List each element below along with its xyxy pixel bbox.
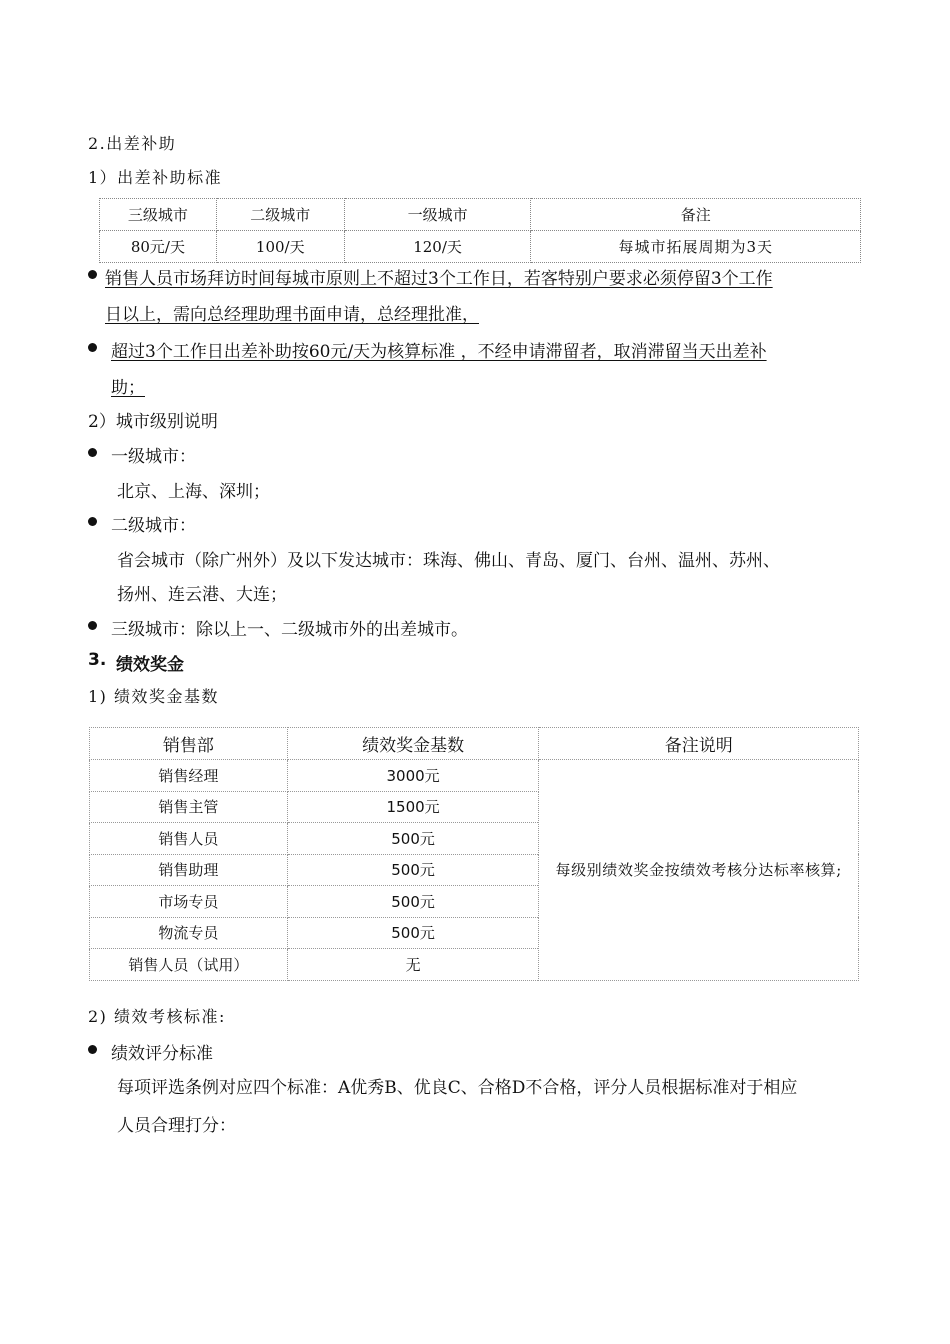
level2-line2: 扬州、连云港、大连； <box>117 585 287 605</box>
header-cell: 三级城市 <box>100 199 217 231</box>
amount-cell <box>287 886 539 918</box>
table-header-row <box>90 728 859 760</box>
amount-cell <box>287 854 539 886</box>
section-2-2-title: 2）城市级别说明 <box>88 412 218 432</box>
amount-unit: 元 <box>424 766 440 785</box>
table-row <box>100 231 861 263</box>
table-header-row <box>100 199 861 231</box>
header-cell: 绩效奖金基数 <box>287 728 539 760</box>
role-cell: 销售助理 <box>90 854 288 886</box>
role-cell: 物流专员 <box>90 917 288 949</box>
bullet-icon <box>88 621 97 630</box>
travel-rule-1-line2: 日以上，需向总经理助理书面申请，总经理批准， <box>105 305 479 325</box>
role-cell: 销售人员 <box>90 823 288 855</box>
table-cell: 100/天 <box>216 231 344 263</box>
amount-unit: 元 <box>419 892 435 911</box>
amount-cell <box>287 823 539 855</box>
bonus-base-table <box>89 727 859 981</box>
section-3-number: 3. <box>88 650 107 670</box>
table-cell: 每城市拓展周期为3天 <box>531 231 861 263</box>
header-cell: 销售部 <box>90 728 288 760</box>
table-row <box>90 760 859 792</box>
amount-unit: 元 <box>419 861 435 880</box>
level1-cities: 北京、上海、深圳； <box>117 482 270 502</box>
amount-cell <box>287 949 539 981</box>
bullet-icon <box>88 1045 97 1054</box>
section-3-title: 绩效奖金 <box>116 655 184 675</box>
amount-unit: 元 <box>424 798 440 817</box>
table-cell: 120/天 <box>344 231 531 263</box>
bullet-icon <box>88 448 97 457</box>
amount-unit: 元 <box>419 924 435 943</box>
level1-label: 一级城市： <box>111 447 196 467</box>
travel-rule-2-line1: 超过3个工作日出差补助按60元/天为核算标准 ，不经申请滞留者，取消滞留当天出差补 <box>111 342 767 362</box>
level3-text: 三级城市：除以上一、二级城市外的出差城市。 <box>111 620 468 640</box>
header-cell: 备注 <box>531 199 861 231</box>
role-cell: 销售主管 <box>90 791 288 823</box>
scoring-line1: 每项评选条例对应四个标准：A优秀B、优良C、合格D不合格，评分人员根据标准对于相应 <box>117 1078 798 1098</box>
scoring-line2: 人员合理打分： <box>117 1116 236 1136</box>
scoring-label: 绩效评分标准 <box>111 1044 213 1064</box>
amount-unit: 元 <box>419 829 435 848</box>
amount-value: 500 <box>391 829 420 848</box>
level2-label: 二级城市： <box>111 516 196 536</box>
amount-cell <box>287 760 539 792</box>
amount-value: 1500 <box>386 798 425 817</box>
amount-value: 500 <box>391 892 420 911</box>
travel-rule-2-line2: 助； <box>111 378 145 398</box>
bullet-icon <box>88 270 97 279</box>
header-cell: 二级城市 <box>216 199 344 231</box>
amount-value: 500 <box>391 924 420 943</box>
role-cell: 销售经理 <box>90 760 288 792</box>
bullet-icon <box>88 343 97 352</box>
level2-line1: 省会城市（除广州外）及以下发达城市：珠海、佛山、青岛、厦门、台州、温州、苏州、 <box>117 551 780 571</box>
role-cell: 销售人员（试用） <box>90 949 288 981</box>
section-2-title: 2.出差补助 <box>88 134 177 153</box>
bullet-icon <box>88 517 97 526</box>
amount-value: 500 <box>391 861 420 880</box>
amount-cell <box>287 791 539 823</box>
role-cell: 市场专员 <box>90 886 288 918</box>
travel-rule-1-line1: 销售人员市场拜访时间每城市原则上不超过3个工作日，若客特别户要求必须停留3个工作 <box>105 269 773 289</box>
header-cell: 一级城市 <box>344 199 531 231</box>
amount-cell <box>287 917 539 949</box>
section-3-2-title: 2) 绩效考核标准: <box>88 1007 226 1026</box>
amount-value: 3000 <box>386 766 425 785</box>
travel-allowance-table <box>99 198 861 263</box>
section-3-1-title: 1) 绩效奖金基数 <box>88 687 220 706</box>
note-cell: 每级别绩效奖金按绩效考核分达标率核算; <box>539 760 859 981</box>
section-2-1-title: 1）出差补助标准 <box>88 168 223 187</box>
header-cell: 备注说明 <box>539 728 859 760</box>
table-cell: 80元/天 <box>100 231 217 263</box>
amount-unit: 无 <box>405 955 421 974</box>
